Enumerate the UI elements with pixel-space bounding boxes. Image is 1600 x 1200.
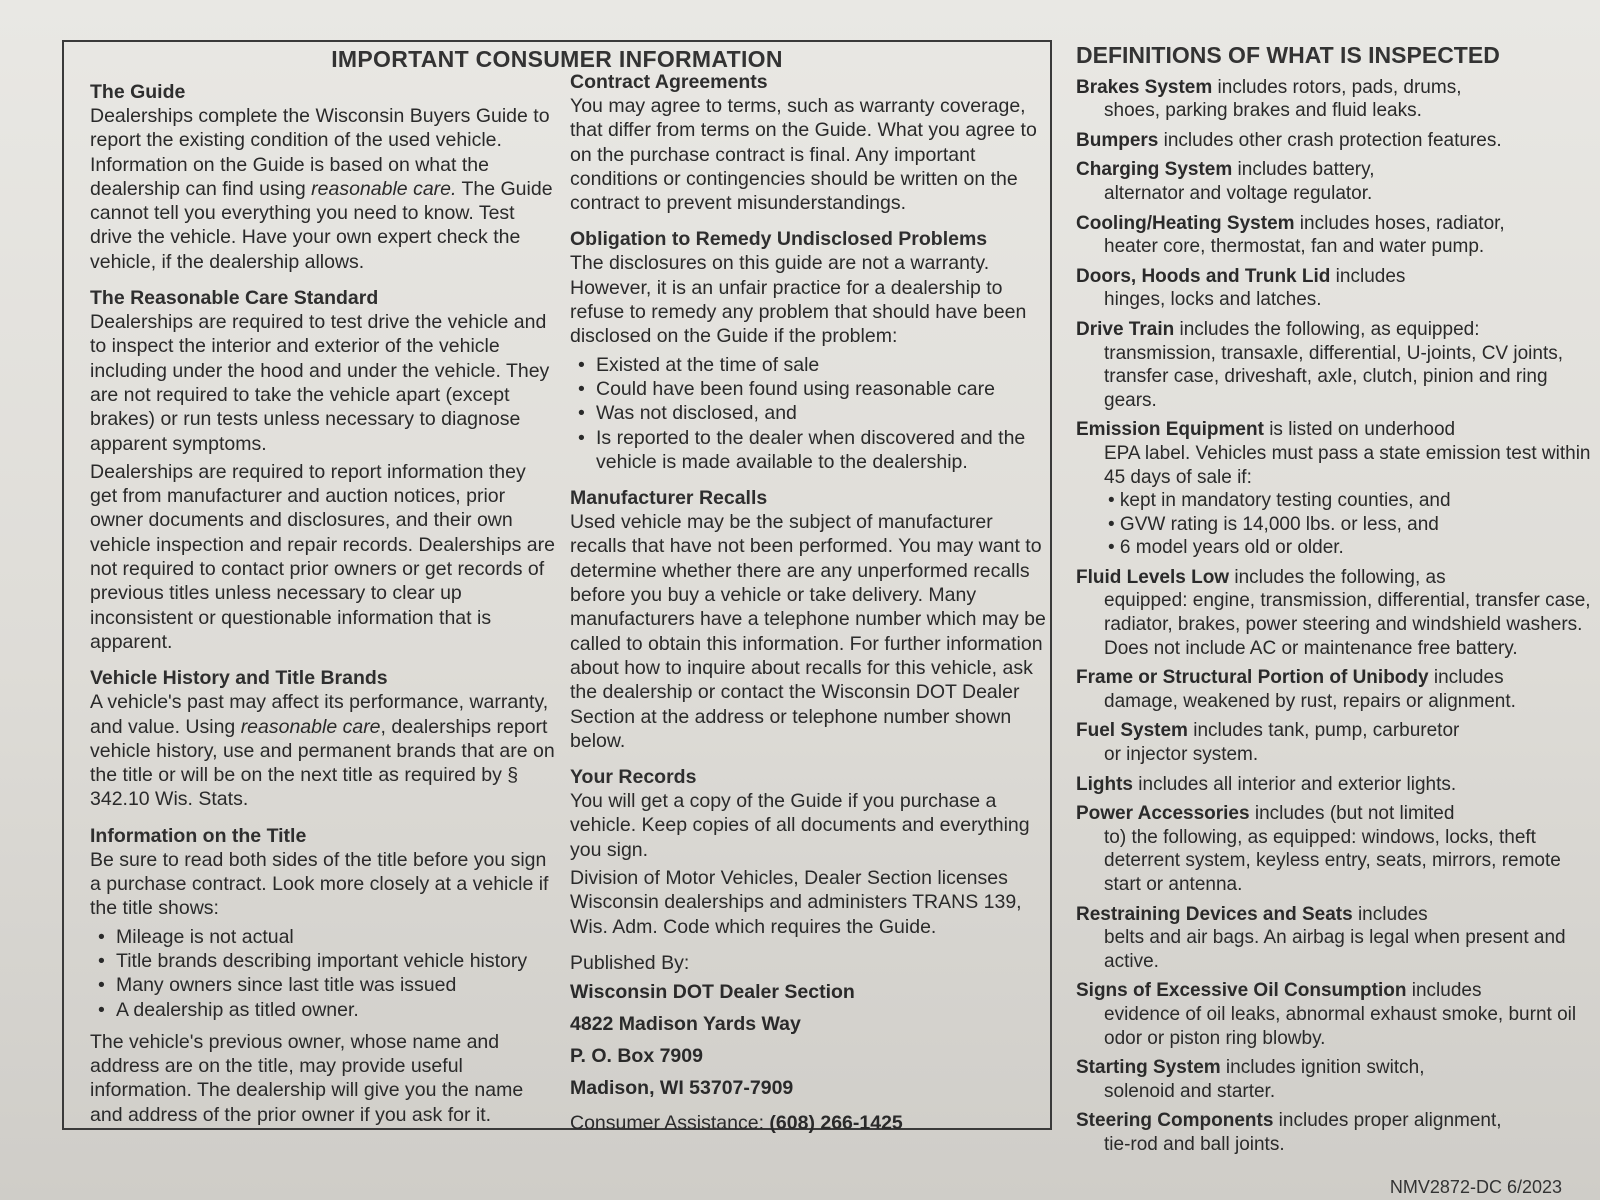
title-info-text: Be sure to read both sides of the title before you sign a purchase contract. Look more closely at a vehicle if the title shows: [90, 848, 549, 920]
guide-text-b: The Guide cannot tell you everything you need to know. Test drive the vehicle. Have your own expert check the vehicle, if the dealership allows. [90, 177, 553, 273]
history-text [90, 690, 555, 811]
def-rest: includes the following, as [1229, 566, 1446, 588]
published-street: 4822 Madison Yards Way [570, 1013, 801, 1036]
assistance-phone: (608) 266-1425 [769, 1112, 903, 1135]
def-term: Bumpers [1076, 129, 1159, 151]
records-text-2: Division of Motor Vehicles, Dealer Section licenses Wisconsin dealerships and administers TRANS 139, Wis. Adm. Code which requires the Guide. [570, 867, 1022, 938]
guide-text-em: reasonable care. [311, 177, 457, 200]
recalls-text: Used vehicle may be the subject of manufacturer recalls that have not been performed. You may want to determine whether there are any unperformed recalls before you buy a vehicle or take delivery. Many manufacturers have a telephone number which may be called to obtain this information. For further information about how to inquire about recalls for this vehicle, ask the dealership or contact the Wisconsin DOT Dealer Section at the address or telephone number shown below. [570, 511, 1046, 752]
def-term: Fuel System [1076, 720, 1188, 742]
published-label: Published By: [570, 951, 690, 974]
def-bumpers [1076, 129, 1591, 153]
def-frame [1076, 666, 1591, 713]
def-rest: includes (but not limited [1249, 803, 1455, 825]
def-term: Doors, Hoods and Trunk Lid [1076, 265, 1331, 287]
heading-title-info: Information on the Title [90, 824, 307, 847]
def-rest: includes tank, pump, carburetor [1187, 720, 1460, 742]
def-cooling [1076, 212, 1591, 259]
list-item: • Title brands describing important vehicle history [116, 949, 555, 973]
emission-bullet: • kept in mandatory testing counties, and [1108, 490, 1451, 512]
obligation-text: The disclosures on this guide are not a warranty. However, it is an unfair practice for a dealership to refuse to remedy any problem that should have been disclosed on the Guide if the problem: [570, 252, 1027, 348]
published-by-block [570, 951, 1048, 1136]
def-rest: includes rotors, pads, drums, [1212, 76, 1462, 98]
reasonable-care-text-1: Dealerships are required to test drive the vehicle and to inspect the interior and exterior of the vehicle including under the hood and under the vehicle. They are not required to take the vehicle apart (except brakes) or run tests unless necessary to diagnose apparent symptoms. [90, 311, 550, 455]
section-vehicle-history [90, 666, 555, 811]
def-cont: or injector system. [1104, 744, 1259, 766]
def-term: Lights [1076, 773, 1133, 795]
guide-text-a: Dealerships complete the Wisconsin Buyers Guide to report the existing condition of the used vehicle. Information on the Guide is based on what the dealership can find using [90, 105, 550, 200]
list-item: • Was not disclosed, and [596, 401, 1048, 425]
def-rest: includes [1352, 903, 1428, 925]
consumer-assistance [570, 1111, 1048, 1135]
obligation-list [570, 353, 1048, 474]
def-rest: includes [1406, 980, 1482, 1002]
def-fluids [1076, 566, 1591, 660]
title-info-text-2: The vehicle's previous owner, whose name and address are on the title, may provide useful information. The dealership will give you the name and address of the prior owner if you ask for it. [90, 1030, 524, 1126]
heading-vehicle-history: Vehicle History and Title Brands [90, 667, 388, 690]
def-rest: includes hoses, radiator, [1294, 212, 1505, 234]
def-cont: tie-rod and ball joints. [1104, 1133, 1285, 1155]
def-power [1076, 802, 1591, 896]
def-term: Power Accessories [1076, 803, 1250, 825]
def-rest: includes other crash protection features. [1158, 129, 1502, 151]
def-cont: damage, weakened by rust, repairs or alignment. [1104, 690, 1516, 712]
history-text-b: , dealerships report vehicle history, use and permanent brands that are on the title or will be on the next title as required by § 342.10 Wis. Stats. [90, 715, 555, 811]
published-org: Wisconsin DOT Dealer Section [570, 981, 855, 1004]
def-drivetrain [1076, 318, 1591, 412]
def-cont: transmission, transaxle, differential, U-joints, CV joints, transfer case, driveshaft, axle, clutch, pinion and ring gears. [1104, 342, 1563, 411]
def-term: Cooling/Heating System [1076, 212, 1295, 234]
left-column [90, 80, 555, 1139]
section-recalls [570, 486, 1048, 753]
section-records [570, 765, 1048, 939]
emission-bullet: • GVW rating is 14,000 lbs. or less, and [1108, 513, 1439, 535]
published-city: Madison, WI 53707-7909 [570, 1077, 794, 1100]
definitions-title: DEFINITIONS OF WHAT IS INSPECTED [1076, 42, 1500, 68]
title-info-list [90, 925, 555, 1022]
heading-contract: Contract Agreements [570, 71, 768, 93]
heading-reasonable-care: The Reasonable Care Standard [90, 287, 379, 310]
section-obligation [570, 227, 1048, 474]
history-text-a: A vehicle's past may affect its performance, warranty, and value. Using [90, 691, 549, 738]
def-cont: shoes, parking brakes and fluid leaks. [1104, 100, 1422, 122]
def-lights [1076, 773, 1591, 797]
section-contract [570, 70, 1048, 215]
def-term: Fluid Levels Low [1076, 566, 1230, 588]
def-charging [1076, 158, 1591, 205]
def-cont: EPA label. Vehicles must pass a state emission test within 45 days of sale if: [1104, 442, 1591, 488]
def-term: Starting System [1076, 1057, 1221, 1079]
def-brakes [1076, 76, 1591, 123]
section-title-info [90, 824, 555, 1127]
def-oil [1076, 979, 1591, 1050]
def-rest: includes [1428, 667, 1504, 689]
history-text-em: reasonable care [240, 715, 381, 738]
def-term: Brakes System [1076, 76, 1213, 98]
heading-recalls: Manufacturer Recalls [570, 487, 768, 510]
def-cont: equipped: engine, transmission, differential, transfer case, radiator, brakes, power steering and windshield washers. Does not include AC or maintenance free battery. [1104, 590, 1591, 659]
def-steering [1076, 1109, 1591, 1156]
list-item: • Mileage is not actual [116, 925, 555, 949]
section-reasonable-care [90, 286, 555, 654]
def-term: Restraining Devices and Seats [1076, 903, 1353, 925]
def-restraints [1076, 903, 1591, 974]
def-term: Frame or Structural Portion of Unibody [1076, 667, 1429, 689]
def-term: Drive Train [1076, 318, 1175, 340]
def-cont: solenoid and starter. [1104, 1080, 1276, 1102]
def-rest: includes battery, [1232, 159, 1375, 181]
records-text: You will get a copy of the Guide if you purchase a vehicle. Keep copies of all documents and everything you sign. [570, 790, 1030, 861]
consumer-info-title: IMPORTANT CONSUMER INFORMATION [331, 46, 783, 72]
def-rest: is listed on underhood [1263, 419, 1456, 441]
list-item: • A dealership as titled owner. [116, 998, 555, 1022]
def-term: Charging System [1076, 159, 1233, 181]
def-doors [1076, 265, 1591, 312]
assistance-label: Consumer Assistance: [570, 1112, 770, 1135]
def-starting [1076, 1056, 1591, 1103]
heading-records: Your Records [570, 766, 697, 789]
def-term: Steering Components [1076, 1110, 1274, 1132]
def-cont: heater core, thermostat, fan and water pump. [1104, 236, 1485, 258]
def-term: Emission Equipment [1076, 419, 1264, 441]
def-cont: evidence of oil leaks, abnormal exhaust smoke, burnt oil odor or piston ring blowby. [1104, 1003, 1577, 1049]
def-fuel [1076, 719, 1591, 766]
def-term: Signs of Excessive Oil Consumption [1076, 980, 1407, 1002]
def-rest: includes proper alignment, [1273, 1110, 1502, 1132]
def-cont: alternator and voltage regulator. [1104, 182, 1373, 204]
list-item: • Is reported to the dealer when discovered and the vehicle is made available to the dealership. [596, 426, 1048, 475]
reasonable-care-text-2: Dealerships are required to report information they get from manufacturer and auction notices, prior owner documents and disclosures, and their own vehicle inspection and repair records. Dealerships are not required to contact prior owners or get records of previous titles unless necessary to clear up inconsistent or questionable information that is apparent. [90, 460, 555, 653]
def-rest: includes the following, as equipped: [1174, 318, 1480, 340]
middle-column [570, 70, 1048, 1146]
definitions-column [1076, 44, 1591, 1163]
section-the-guide [90, 80, 555, 274]
consumer-info-box [62, 40, 1052, 1135]
guide-text [90, 104, 555, 274]
def-cont: hinges, locks and latches. [1104, 289, 1322, 311]
def-rest: includes [1330, 265, 1406, 287]
def-rest: includes all interior and exterior lights. [1133, 773, 1457, 795]
heading-obligation: Obligation to Remedy Undisclosed Problems [570, 228, 988, 251]
list-item: • Many owners since last title was issued [116, 973, 555, 997]
list-item: • Could have been found using reasonable care [596, 377, 1048, 401]
def-rest: includes ignition switch, [1220, 1057, 1425, 1079]
def-emission [1076, 418, 1591, 560]
def-cont: belts and air bags. An airbag is legal when present and active. [1104, 927, 1566, 972]
def-cont: to) the following, as equipped: windows, locks, theft deterrent system, keyless entry, seats, mirrors, remote start or antenna. [1104, 826, 1561, 895]
contract-text: You may agree to terms, such as warranty coverage, that differ from terms on the Guide. What you agree to on the purchase contract is final. Any important conditions or contingencies should be written on the contract to prevent misunderstandings. [570, 95, 1037, 215]
heading-the-guide: The Guide [90, 81, 186, 103]
list-item: • Existed at the time of sale [596, 353, 1048, 377]
published-box: P. O. Box 7909 [570, 1045, 703, 1068]
form-code: NMV2872-DC 6/2023 [1389, 1177, 1562, 1197]
emission-bullet: • 6 model years old or older. [1108, 537, 1344, 559]
